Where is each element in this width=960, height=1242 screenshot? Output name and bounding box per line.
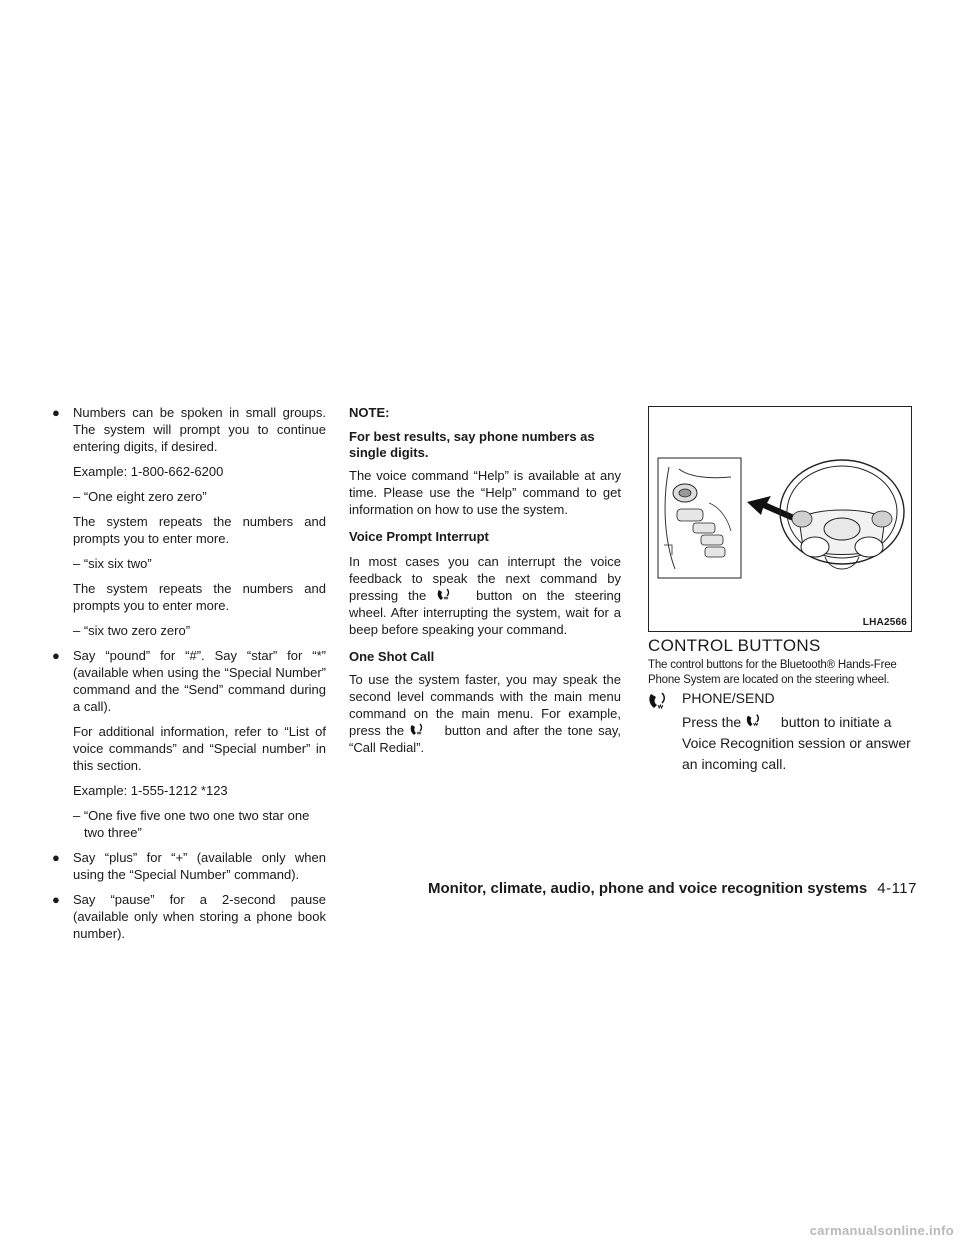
bullet-icon: ● <box>52 850 60 865</box>
section-intro: The control buttons for the Bluetooth® Hands-Free Phone System are located on the steering wheel. <box>648 659 897 686</box>
paragraph: The system repeats the numbers and prompts you to enter more. <box>73 581 326 613</box>
phone-voice-icon <box>436 588 466 602</box>
bullet-icon: ● <box>52 405 60 420</box>
section-heading: Voice Prompt Interrupt <box>349 529 489 544</box>
note-text: For best results, say phone numbers as single digits. <box>349 429 595 460</box>
page-number: 4-117 <box>877 880 917 897</box>
phone-voice-icon <box>648 692 674 710</box>
example-text: Example: 1-555-1212 *123 <box>73 783 228 798</box>
paragraph: For additional information, refer to “List of voice commands” and “Special number” in this section. <box>73 724 326 773</box>
list-item <box>50 404 326 455</box>
middle-column <box>349 404 621 756</box>
bullet-text: Say “plus” for “+” (available only when using the “Special Number” command). <box>73 850 326 882</box>
paragraph <box>349 553 621 638</box>
spoken-example: – “six six two” <box>73 556 152 571</box>
watermark: carmanualsonline.info <box>809 1223 954 1238</box>
bullet-text: Numbers can be spoken in small groups. The system will prompt you to continue entering digits, if desired. <box>73 405 326 454</box>
left-column <box>50 404 326 942</box>
text-fragment: Press the <box>682 714 742 730</box>
page-footer <box>0 880 917 897</box>
steering-wheel-diagram <box>649 407 911 631</box>
list-item <box>50 891 326 942</box>
text-fragment: button and after the tone say, “Call Redial”. <box>349 723 622 755</box>
phone-voice-icon <box>745 713 777 729</box>
paragraph: The voice command “Help” is available at any time. Please use the “Help” command to get information on how to use the system. <box>349 468 621 517</box>
spoken-example: – “One eight zero zero” <box>73 489 207 504</box>
text-fragment: To use the system faster, you may speak the second level commands with the main menu command on the main menu. For example, press the <box>349 672 621 738</box>
text-fragment: button to initiate a Voice Recognition session or answer an incoming call. <box>682 714 911 772</box>
list-item <box>50 849 326 883</box>
text-fragment: button on the steering wheel. After interrupting the system, wait for a beep before speaking your command. <box>349 588 621 637</box>
bullet-icon: ● <box>52 648 60 663</box>
section-title: CONTROL BUTTONS <box>648 636 821 655</box>
chapter-title: Monitor, climate, audio, phone and voice recognition systems <box>427 880 868 897</box>
phone-send-description <box>682 712 914 775</box>
phone-send-title: PHONE/SEND <box>682 690 775 706</box>
bullet-icon: ● <box>52 892 60 907</box>
list-item <box>50 647 326 715</box>
paragraph: The system repeats the numbers and prompts you to enter more. <box>73 514 326 546</box>
figure-label: LHA2566 <box>862 617 907 628</box>
spoken-example: – “One five five one two one two star one two three” <box>73 808 310 840</box>
steering-wheel-figure <box>648 406 912 632</box>
spoken-example: – “six two zero zero” <box>73 623 191 638</box>
bullet-text: Say “pause” for a 2-second pause (available only when storing a phone book number). <box>73 892 326 941</box>
phone-voice-icon <box>409 723 439 737</box>
example-text: Example: 1-800-662-6200 <box>73 464 224 479</box>
paragraph <box>349 671 621 756</box>
bullet-text: Say “pound” for “#”. Say “star” for “*” (available when using the “Special Number” command and the “Send” command during a call). <box>73 648 326 714</box>
note-label: NOTE: <box>349 405 390 420</box>
section-heading: One Shot Call <box>349 649 435 664</box>
text-fragment: In most cases you can interrupt the voice feedback to speak the next command by pressing the <box>349 554 621 603</box>
